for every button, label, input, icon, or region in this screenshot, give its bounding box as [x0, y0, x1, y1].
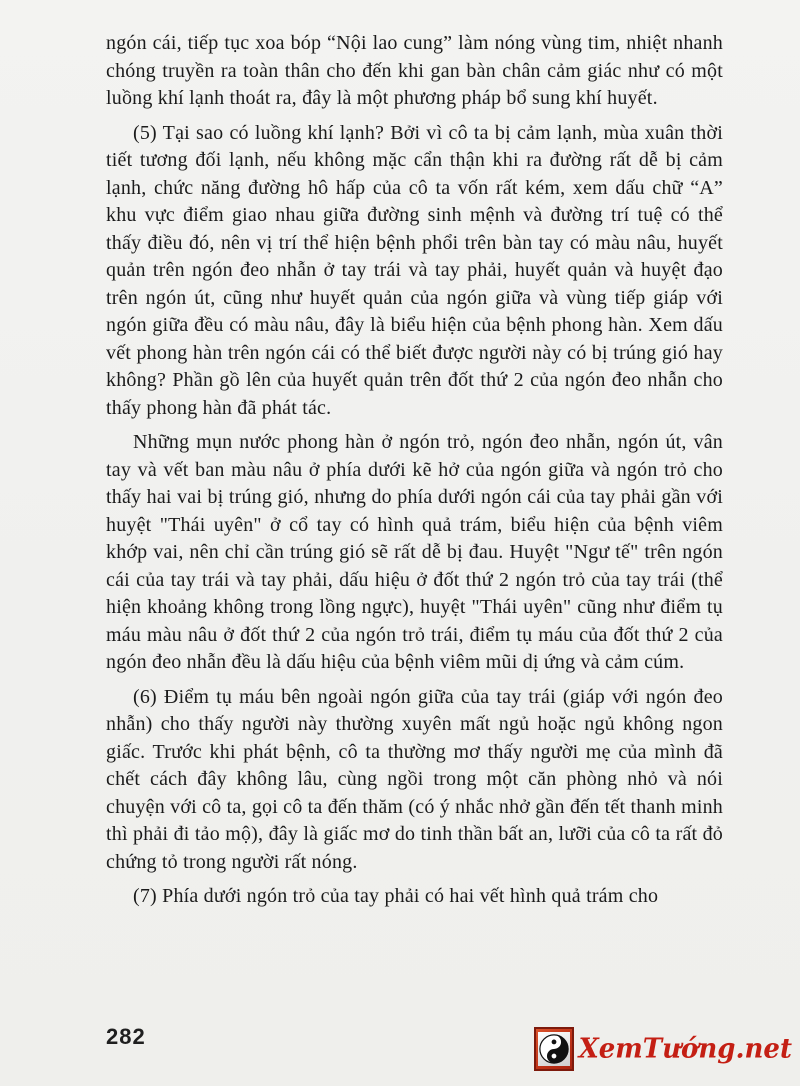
- watermark: [534, 1027, 792, 1071]
- watermark-icon-box: [534, 1027, 574, 1071]
- paragraph: Những mụn nước phong hàn ở ngón trỏ, ngón đeo nhẫn, ngón út, vân tay và vết ban màu nâu ở phía dưới kẽ hở của ngón giữa và ngón trỏ cho thấy hai vai bị trúng gió, nhưng do phía dưới ngón cái của tay phải gần với huyệt "Thái uyên" ở cổ tay có hình quả trám, biểu hiện của bệnh viêm khớp vai, nên chỉ cần trúng gió sẽ rất dễ bị đau. Huyệt "Ngư tế" trên ngón cái của tay trái và tay phải, dấu hiệu ở đốt thứ 2 ngón trỏ của tay trái (thể hiện khoảng không trong lồng ngực), huyệt "Thái uyên" cũng như điểm tụ máu màu nâu ở đốt thứ 2 của ngón trỏ trái, điểm tụ máu của đốt thứ 2 của ngón đeo nhẫn đều là dấu hiệu của bệnh viêm mũi dị ứng và cảm cúm.: [106, 431, 723, 673]
- page-number: 282: [106, 1024, 146, 1049]
- paragraph: (7) Phía dưới ngón trỏ của tay phải có hai vết hình quả trám cho: [133, 885, 659, 907]
- paragraph: (6) Điểm tụ máu bên ngoài ngón giữa của tay trái (giáp với ngón đeo nhẫn) cho thấy người này thường xuyên mất ngủ hoặc ngủ không ngon giấc. Trước khi phát bệnh, cô ta thường mơ thấy người mẹ của mình đã chết cách đây không lâu, cùng ngồi trong một căn phòng nhỏ và nói chuyện với cô ta, gọi cô ta đến thăm (có ý nhắc nhở gần đến tết thanh minh thì phải đi tảo mộ), đây là giấc mơ do tinh thần bất an, lưỡi của cô ta rất đỏ chứng tỏ trong người rất nóng.: [106, 685, 723, 873]
- paragraph: ngón cái, tiếp tục xoa bóp “Nội lao cung” làm nóng vùng tim, nhiệt nhanh chóng truyền ra toàn thân cho đến khi gan bàn chân cảm giác như có một luồng khí lạnh thoát ra, đây là một phương pháp bổ sung khí huyết.: [106, 32, 723, 109]
- page-text-block: [106, 30, 723, 918]
- paragraph: (5) Tại sao có luồng khí lạnh? Bởi vì cô ta bị cảm lạnh, mùa xuân thời tiết tương đối lạnh, nếu không mặc cẩn thận khi ra đường rất dễ bị cảm lạnh, chức năng đường hô hấp của cô ta vốn rất kém, xem dấu chữ “A” khu vực điểm giao nhau giữa đường sinh mệnh và đường trí tuệ có thể thấy điều đó, nên vị trí thể hiện bệnh phổi trên bàn tay có màu nâu, huyết quản trên ngón đeo nhẫn ở tay trái và tay phải, huyết quản và huyệt đạo trên ngón út, cũng như huyết quản của ngón giữa và vùng tiếp giáp với ngón giữa đều có màu nâu, đây là biểu hiện của bệnh phong hàn. Xem dấu vết phong hàn trên ngón cái có thể biết được người này có bị trúng gió hay không? Phần gồ lên của huyết quản trên đốt thứ 2 của ngón đeo nhẫn cho thấy phong hàn đã phát tác.: [106, 121, 723, 419]
- yin-yang-icon: [538, 1032, 570, 1066]
- watermark-text: XemTướng.net: [578, 1033, 792, 1065]
